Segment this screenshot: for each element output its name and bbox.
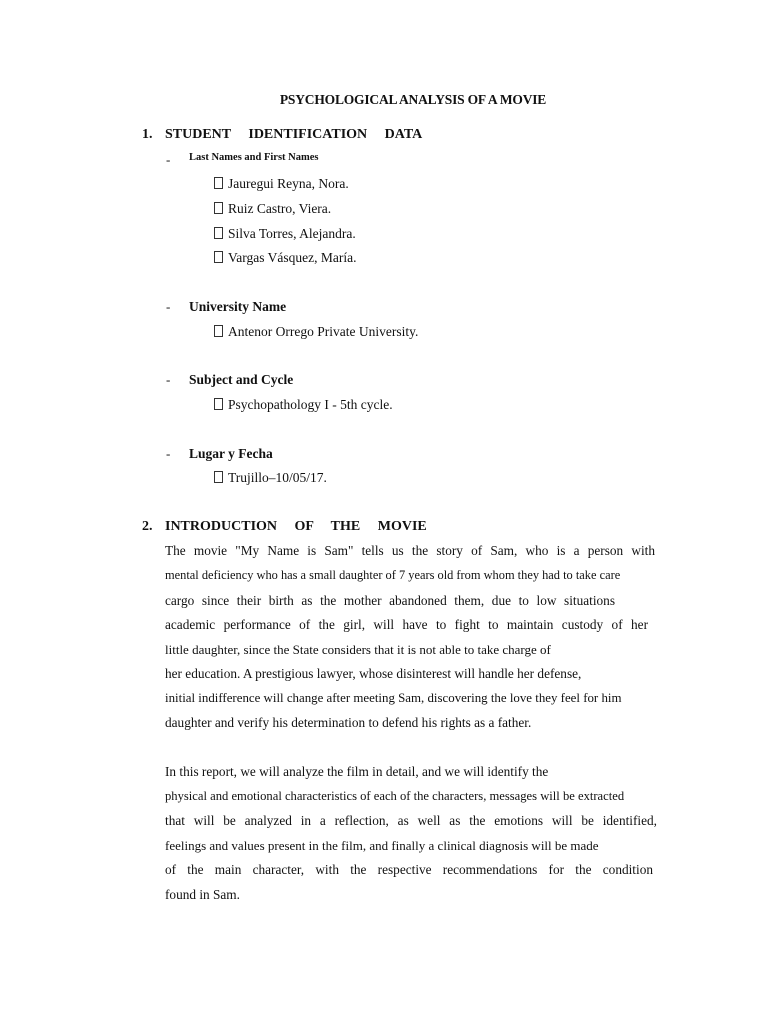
- section-1-heading: STUDENT IDENTIFICATION DATA: [165, 127, 423, 142]
- name-item: Silva Torres, Alejandra.: [214, 226, 356, 242]
- paragraph-line: that will be analyzed in a reflection, as well as the emotions will be identified,: [165, 813, 657, 828]
- paragraph-line: In this report, we will analyze the film in detail, and we will identify the: [165, 764, 549, 779]
- checkbox-icon: [214, 471, 223, 483]
- paragraph-line: found in Sam.: [165, 887, 240, 902]
- section-2-number: 2.: [142, 519, 153, 534]
- section-2-heading: INTRODUCTION OF THE MOVIE: [165, 519, 427, 534]
- place-label: Lugar y Fecha: [189, 446, 273, 461]
- checkbox-icon: [214, 398, 223, 410]
- paragraph-line: daughter and verify his determination to defend his rights as a father.: [165, 715, 532, 730]
- paragraph-line: The movie "My Name is Sam" tells us the story of Sam, who is a person with: [165, 543, 655, 558]
- bullet-dash: -: [166, 446, 171, 461]
- name-item: Jauregui Reyna, Nora.: [214, 176, 349, 192]
- subject-label: Subject and Cycle: [189, 372, 294, 387]
- paragraph-line: physical and emotional characteristics of each of the characters, messages will be extracted: [165, 789, 625, 803]
- checkbox-icon: [214, 202, 223, 214]
- name-item: Vargas Vásquez, María.: [214, 250, 356, 266]
- subject-item: Psychopathology I - 5th cycle.: [214, 397, 393, 413]
- paragraph-line: academic performance of the girl, will have to fight to maintain custody of her: [165, 617, 648, 632]
- bullet-dash: -: [166, 152, 171, 167]
- section-1-number: 1.: [142, 127, 153, 142]
- document-title: PSYCHOLOGICAL ANALYSIS OF A MOVIE: [279, 92, 547, 107]
- university-item: Antenor Orrego Private University.: [214, 324, 418, 340]
- paragraph-line: initial indifference will change after meeting Sam, discovering the love they feel for him: [165, 691, 622, 705]
- paragraph-line: cargo since their birth as the mother abandoned them, due to low situations: [165, 593, 615, 608]
- checkbox-icon: [214, 227, 223, 239]
- bullet-dash: -: [166, 299, 171, 314]
- checkbox-icon: [214, 251, 223, 263]
- checkbox-icon: [214, 325, 223, 337]
- checkbox-icon: [214, 177, 223, 189]
- paragraph-line: feelings and values present in the film, and finally a clinical diagnosis will be made: [165, 838, 599, 853]
- paragraph-line: her education. A prestigious lawyer, whose disinterest will handle her defense,: [165, 666, 582, 681]
- paragraph-line: of the main character, with the respective recommendations for the condition: [165, 862, 653, 877]
- paragraph-line: mental deficiency who has a small daughter of 7 years old from whom they had to take care: [165, 568, 621, 582]
- place-item: Trujillo–10/05/17.: [214, 470, 327, 486]
- name-item: Ruiz Castro, Viera.: [214, 201, 331, 217]
- bullet-dash: -: [166, 372, 171, 387]
- paragraph-line: little daughter, since the State considers that it is not able to take charge of: [165, 642, 551, 657]
- university-label: University Name: [189, 299, 287, 314]
- names-label: Last Names and First Names: [189, 152, 319, 163]
